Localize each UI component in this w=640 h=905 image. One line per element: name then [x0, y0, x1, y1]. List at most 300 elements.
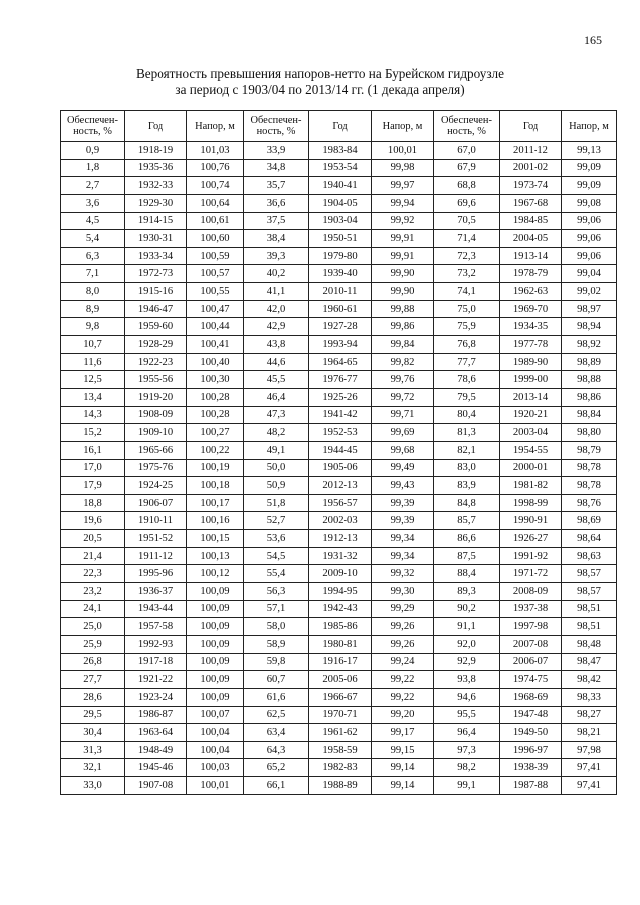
table-cell: 100,28	[187, 388, 244, 406]
table-cell: 100,07	[187, 706, 244, 724]
table-cell: 55,4	[244, 565, 309, 583]
table-cell: 1943-44	[125, 600, 187, 618]
table-cell: 61,6	[244, 688, 309, 706]
table-cell: 100,64	[187, 194, 244, 212]
table-header-row	[61, 111, 617, 142]
table-cell: 97,41	[562, 759, 617, 777]
table-cell: 98,78	[562, 477, 617, 495]
table-cell: 1934-35	[500, 318, 562, 336]
table-cell: 99,97	[372, 177, 434, 195]
table-cell: 96,4	[434, 724, 500, 742]
table-cell: 1910-11	[125, 512, 187, 530]
table-cell: 1992-93	[125, 635, 187, 653]
table-row	[61, 371, 617, 389]
table-cell: 15,2	[61, 424, 125, 442]
table-cell: 49,1	[244, 441, 309, 459]
table-row	[61, 388, 617, 406]
table-cell: 100,13	[187, 547, 244, 565]
table-cell: 1928-29	[125, 336, 187, 354]
table-row	[61, 600, 617, 618]
probability-table	[60, 110, 617, 795]
table-cell: 1915-16	[125, 283, 187, 301]
table-cell: 100,40	[187, 353, 244, 371]
table-cell: 99,22	[372, 671, 434, 689]
table-cell: 65,2	[244, 759, 309, 777]
table-cell: 86,6	[434, 530, 500, 548]
table-cell: 99,15	[372, 741, 434, 759]
table-cell: 98,86	[562, 388, 617, 406]
table-row	[61, 671, 617, 689]
table-cell: 22,3	[61, 565, 125, 583]
table-cell: 100,47	[187, 300, 244, 318]
table-cell: 58,9	[244, 635, 309, 653]
table-cell: 2011-12	[500, 142, 562, 160]
table-cell: 1,8	[61, 159, 125, 177]
header-year-3: Год	[500, 111, 562, 142]
table-cell: 37,5	[244, 212, 309, 230]
table-cell: 100,04	[187, 741, 244, 759]
table-cell: 1953-54	[309, 159, 372, 177]
table-cell: 1967-68	[500, 194, 562, 212]
table-cell: 1926-27	[500, 530, 562, 548]
table-cell: 98,51	[562, 600, 617, 618]
table-cell: 99,90	[372, 265, 434, 283]
table-cell: 99,14	[372, 777, 434, 795]
table-cell: 1986-87	[125, 706, 187, 724]
table-cell: 100,09	[187, 671, 244, 689]
table-cell: 2002-03	[309, 512, 372, 530]
table-cell: 21,4	[61, 547, 125, 565]
table-cell: 9,8	[61, 318, 125, 336]
table-row	[61, 547, 617, 565]
table-row	[61, 477, 617, 495]
table-row	[61, 406, 617, 424]
table-cell: 97,3	[434, 741, 500, 759]
table-cell: 99,06	[562, 230, 617, 248]
table-cell: 64,3	[244, 741, 309, 759]
table-cell: 1947-48	[500, 706, 562, 724]
table-cell: 54,5	[244, 547, 309, 565]
table-cell: 20,5	[61, 530, 125, 548]
table-cell: 1946-47	[125, 300, 187, 318]
table-cell: 99,06	[562, 247, 617, 265]
table-cell: 2008-09	[500, 583, 562, 601]
table-cell: 1906-07	[125, 494, 187, 512]
table-cell: 93,8	[434, 671, 500, 689]
table-cell: 100,59	[187, 247, 244, 265]
table-cell: 100,04	[187, 724, 244, 742]
table-cell: 100,28	[187, 406, 244, 424]
table-row	[61, 565, 617, 583]
header-year-2: Год	[309, 111, 372, 142]
table-cell: 46,4	[244, 388, 309, 406]
table-cell: 2009-10	[309, 565, 372, 583]
table-row	[61, 142, 617, 160]
table-row	[61, 318, 617, 336]
table-cell: 29,5	[61, 706, 125, 724]
table-row	[61, 777, 617, 795]
document-title	[0, 66, 640, 98]
table-row	[61, 494, 617, 512]
table-cell: 95,5	[434, 706, 500, 724]
table-cell: 12,5	[61, 371, 125, 389]
table-cell: 1957-58	[125, 618, 187, 636]
table-cell: 100,60	[187, 230, 244, 248]
table-cell: 13,4	[61, 388, 125, 406]
table-cell: 99,39	[372, 512, 434, 530]
table-cell: 1964-65	[309, 353, 372, 371]
table-cell: 5,4	[61, 230, 125, 248]
table-cell: 100,09	[187, 600, 244, 618]
table-cell: 1977-78	[500, 336, 562, 354]
table-cell: 1944-45	[309, 441, 372, 459]
table-cell: 98,2	[434, 759, 500, 777]
table-cell: 1952-53	[309, 424, 372, 442]
table-cell: 99,30	[372, 583, 434, 601]
table-cell: 1924-25	[125, 477, 187, 495]
table-cell: 100,09	[187, 583, 244, 601]
table-cell: 1933-34	[125, 247, 187, 265]
table-cell: 98,80	[562, 424, 617, 442]
table-cell: 2001-02	[500, 159, 562, 177]
table-cell: 100,15	[187, 530, 244, 548]
table-cell: 87,5	[434, 547, 500, 565]
table-cell: 100,44	[187, 318, 244, 336]
table-cell: 99,08	[562, 194, 617, 212]
table-cell: 51,8	[244, 494, 309, 512]
table-cell: 99,26	[372, 635, 434, 653]
table-cell: 1907-08	[125, 777, 187, 795]
table-cell: 2003-04	[500, 424, 562, 442]
table-cell: 98,76	[562, 494, 617, 512]
table-cell: 1970-71	[309, 706, 372, 724]
table-cell: 92,0	[434, 635, 500, 653]
table-cell: 100,74	[187, 177, 244, 195]
table-cell: 1929-30	[125, 194, 187, 212]
table-cell: 1965-66	[125, 441, 187, 459]
table-cell: 100,27	[187, 424, 244, 442]
table-cell: 72,3	[434, 247, 500, 265]
table-cell: 89,3	[434, 583, 500, 601]
header-supply-2: Обеспечен-ность, %	[244, 111, 309, 142]
table-cell: 33,9	[244, 142, 309, 160]
table-cell: 18,8	[61, 494, 125, 512]
table-cell: 39,3	[244, 247, 309, 265]
table-cell: 17,9	[61, 477, 125, 495]
table-cell: 100,09	[187, 635, 244, 653]
table-cell: 1920-21	[500, 406, 562, 424]
table-cell: 43,8	[244, 336, 309, 354]
table-row	[61, 583, 617, 601]
table-cell: 1968-69	[500, 688, 562, 706]
table-cell: 1984-85	[500, 212, 562, 230]
table-cell: 98,94	[562, 318, 617, 336]
table-cell: 1954-55	[500, 441, 562, 459]
table-cell: 32,1	[61, 759, 125, 777]
table-cell: 98,64	[562, 530, 617, 548]
table-cell: 1958-59	[309, 741, 372, 759]
table-cell: 98,27	[562, 706, 617, 724]
table-row	[61, 247, 617, 265]
table-cell: 71,4	[434, 230, 500, 248]
table-cell: 11,6	[61, 353, 125, 371]
table-cell: 1936-37	[125, 583, 187, 601]
table-cell: 1904-05	[309, 194, 372, 212]
table-cell: 99,49	[372, 459, 434, 477]
table-cell: 1982-83	[309, 759, 372, 777]
table-cell: 60,7	[244, 671, 309, 689]
table-row	[61, 706, 617, 724]
table-cell: 27,7	[61, 671, 125, 689]
table-cell: 99,72	[372, 388, 434, 406]
table-cell: 0,9	[61, 142, 125, 160]
table-cell: 98,47	[562, 653, 617, 671]
page-number: 165	[584, 33, 602, 47]
table-cell: 1963-64	[125, 724, 187, 742]
table-cell: 99,76	[372, 371, 434, 389]
table-cell: 67,9	[434, 159, 500, 177]
table-cell: 42,0	[244, 300, 309, 318]
table-cell: 99,17	[372, 724, 434, 742]
table-cell: 1990-91	[500, 512, 562, 530]
table-cell: 1991-92	[500, 547, 562, 565]
table-row	[61, 530, 617, 548]
table-cell: 1981-82	[500, 477, 562, 495]
table-cell: 1912-13	[309, 530, 372, 548]
table-cell: 92,9	[434, 653, 500, 671]
table-cell: 74,1	[434, 283, 500, 301]
table-cell: 52,7	[244, 512, 309, 530]
table-cell: 100,61	[187, 212, 244, 230]
table-cell: 45,5	[244, 371, 309, 389]
header-year-1: Год	[125, 111, 187, 142]
table-cell: 2007-08	[500, 635, 562, 653]
table-cell: 1917-18	[125, 653, 187, 671]
table-cell: 99,09	[562, 177, 617, 195]
table-cell: 1969-70	[500, 300, 562, 318]
table-cell: 28,6	[61, 688, 125, 706]
table-cell: 99,06	[562, 212, 617, 230]
table-cell: 98,79	[562, 441, 617, 459]
table-cell: 1962-63	[500, 283, 562, 301]
table-cell: 1949-50	[500, 724, 562, 742]
table-cell: 1961-62	[309, 724, 372, 742]
title-line-1: Вероятность превышения напоров-нетто на Бурейском гидроузле	[136, 66, 504, 81]
table-cell: 98,42	[562, 671, 617, 689]
table-cell: 1939-40	[309, 265, 372, 283]
table-cell: 67,0	[434, 142, 500, 160]
table-cell: 99,1	[434, 777, 500, 795]
table-cell: 1989-90	[500, 353, 562, 371]
table-cell: 76,8	[434, 336, 500, 354]
table-cell: 83,9	[434, 477, 500, 495]
table-cell: 100,17	[187, 494, 244, 512]
table-cell: 98,57	[562, 565, 617, 583]
table-cell: 1955-56	[125, 371, 187, 389]
table-cell: 99,84	[372, 336, 434, 354]
table-cell: 19,6	[61, 512, 125, 530]
table-row	[61, 212, 617, 230]
table-cell: 100,16	[187, 512, 244, 530]
table-cell: 4,5	[61, 212, 125, 230]
table-cell: 1930-31	[125, 230, 187, 248]
table-cell: 99,26	[372, 618, 434, 636]
table-row	[61, 353, 617, 371]
table-row	[61, 283, 617, 301]
table-cell: 100,76	[187, 159, 244, 177]
table-cell: 1988-89	[309, 777, 372, 795]
table-cell: 100,41	[187, 336, 244, 354]
table-cell: 98,89	[562, 353, 617, 371]
table-cell: 98,84	[562, 406, 617, 424]
table-cell: 99,90	[372, 283, 434, 301]
table-cell: 99,86	[372, 318, 434, 336]
table-cell: 82,1	[434, 441, 500, 459]
table-cell: 53,6	[244, 530, 309, 548]
table-cell: 33,0	[61, 777, 125, 795]
table-cell: 1941-42	[309, 406, 372, 424]
table-cell: 1959-60	[125, 318, 187, 336]
table-cell: 1975-76	[125, 459, 187, 477]
table-cell: 101,03	[187, 142, 244, 160]
table-cell: 2,7	[61, 177, 125, 195]
table-cell: 1971-72	[500, 565, 562, 583]
table-cell: 90,2	[434, 600, 500, 618]
table-cell: 8,0	[61, 283, 125, 301]
table-cell: 100,01	[372, 142, 434, 160]
table-cell: 99,04	[562, 265, 617, 283]
table-cell: 75,0	[434, 300, 500, 318]
table-cell: 34,8	[244, 159, 309, 177]
table-cell: 62,5	[244, 706, 309, 724]
table-cell: 85,7	[434, 512, 500, 530]
table-cell: 100,03	[187, 759, 244, 777]
table-cell: 2010-11	[309, 283, 372, 301]
table-cell: 1993-94	[309, 336, 372, 354]
table-cell: 1995-96	[125, 565, 187, 583]
table-cell: 98,69	[562, 512, 617, 530]
table-cell: 99,39	[372, 494, 434, 512]
table-cell: 23,2	[61, 583, 125, 601]
table-cell: 1940-41	[309, 177, 372, 195]
table-cell: 1921-22	[125, 671, 187, 689]
table-cell: 1942-43	[309, 600, 372, 618]
table-cell: 100,22	[187, 441, 244, 459]
table-row	[61, 194, 617, 212]
table-row	[61, 300, 617, 318]
table-cell: 88,4	[434, 565, 500, 583]
table-cell: 1938-39	[500, 759, 562, 777]
table-cell: 50,9	[244, 477, 309, 495]
table-cell: 91,1	[434, 618, 500, 636]
table-cell: 98,78	[562, 459, 617, 477]
header-head-3: Напор, м	[562, 111, 617, 142]
table-cell: 2000-01	[500, 459, 562, 477]
table-cell: 66,1	[244, 777, 309, 795]
table-cell: 99,34	[372, 530, 434, 548]
table-cell: 100,12	[187, 565, 244, 583]
table-cell: 58,0	[244, 618, 309, 636]
table-cell: 17,0	[61, 459, 125, 477]
table-cell: 73,2	[434, 265, 500, 283]
table-body	[61, 142, 617, 795]
table-cell: 16,1	[61, 441, 125, 459]
table-cell: 100,09	[187, 688, 244, 706]
table-cell: 41,1	[244, 283, 309, 301]
table-cell: 1974-75	[500, 671, 562, 689]
table-cell: 98,97	[562, 300, 617, 318]
table-cell: 98,57	[562, 583, 617, 601]
table-cell: 100,09	[187, 653, 244, 671]
table-cell: 2004-05	[500, 230, 562, 248]
table-cell: 1937-38	[500, 600, 562, 618]
table-cell: 2012-13	[309, 477, 372, 495]
table-row	[61, 230, 617, 248]
table-cell: 80,4	[434, 406, 500, 424]
table-cell: 2006-07	[500, 653, 562, 671]
table-cell: 100,55	[187, 283, 244, 301]
table-cell: 1922-23	[125, 353, 187, 371]
table-cell: 97,98	[562, 741, 617, 759]
table-cell: 84,8	[434, 494, 500, 512]
table-cell: 1973-74	[500, 177, 562, 195]
table-cell: 99,94	[372, 194, 434, 212]
table-cell: 56,3	[244, 583, 309, 601]
table-cell: 75,9	[434, 318, 500, 336]
table-cell: 1997-98	[500, 618, 562, 636]
table-row	[61, 759, 617, 777]
table-cell: 1905-06	[309, 459, 372, 477]
table-cell: 98,33	[562, 688, 617, 706]
table-cell: 47,3	[244, 406, 309, 424]
table-cell: 1948-49	[125, 741, 187, 759]
table-cell: 24,1	[61, 600, 125, 618]
table-cell: 1987-88	[500, 777, 562, 795]
table-cell: 1913-14	[500, 247, 562, 265]
table-cell: 79,5	[434, 388, 500, 406]
table-cell: 44,6	[244, 353, 309, 371]
table-cell: 83,0	[434, 459, 500, 477]
table-cell: 1966-67	[309, 688, 372, 706]
table-cell: 1909-10	[125, 424, 187, 442]
table-cell: 14,3	[61, 406, 125, 424]
table-cell: 1923-24	[125, 688, 187, 706]
table-cell: 99,69	[372, 424, 434, 442]
table-cell: 36,6	[244, 194, 309, 212]
header-supply-3: Обеспечен-ность, %	[434, 111, 500, 142]
table-cell: 69,6	[434, 194, 500, 212]
table-cell: 99,02	[562, 283, 617, 301]
table-cell: 77,7	[434, 353, 500, 371]
table-cell: 99,22	[372, 688, 434, 706]
table-cell: 30,4	[61, 724, 125, 742]
table-cell: 1972-73	[125, 265, 187, 283]
table-cell: 99,09	[562, 159, 617, 177]
table-cell: 1960-61	[309, 300, 372, 318]
table-cell: 99,29	[372, 600, 434, 618]
table-row	[61, 618, 617, 636]
table-cell: 42,9	[244, 318, 309, 336]
table-cell: 100,19	[187, 459, 244, 477]
table-cell: 99,92	[372, 212, 434, 230]
table-cell: 99,43	[372, 477, 434, 495]
table-cell: 100,57	[187, 265, 244, 283]
table-cell: 57,1	[244, 600, 309, 618]
table-cell: 99,20	[372, 706, 434, 724]
table-cell: 1998-99	[500, 494, 562, 512]
header-head-2: Напор, м	[372, 111, 434, 142]
table-cell: 1999-00	[500, 371, 562, 389]
